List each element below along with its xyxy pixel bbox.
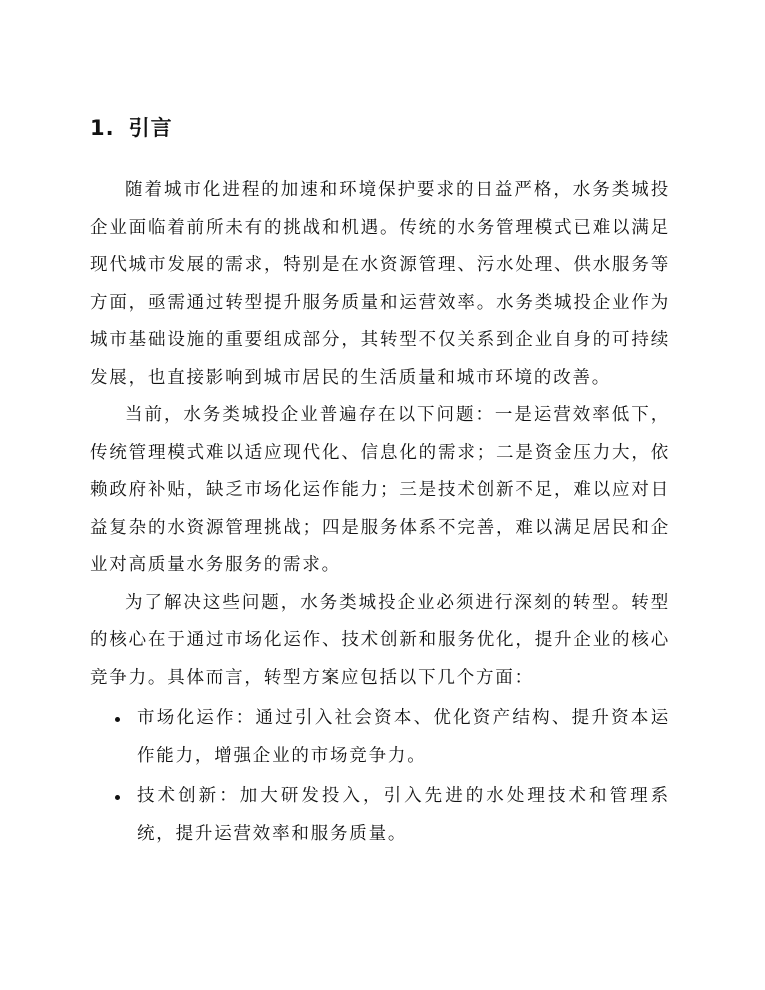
list-item [90, 778, 670, 853]
paragraph-problems: 当前，水务类城投企业普遍存在以下问题：一是运营效率低下，传统管理模式难以适应现代化、信息化的需求；二是资金压力大，依赖政府补贴，缺乏市场化运作能力；三是技术创新不足，难以应对日益复杂的水资源管理挑战；四是服务体系不完善，难以满足居民和企业对高质量水务服务的需求。 [90, 405, 670, 575]
paragraph-transformation: 为了解决这些问题，水务类城投企业必须进行深刻的转型。转型的核心在于通过市场化运作、技术创新和服务优化，提升企业的核心竞争力。具体而言，转型方案应包括以下几个方面： [90, 592, 670, 688]
body-text [90, 172, 670, 853]
list-item-text: 技术创新：加大研发投入，引入先进的水处理技术和管理系统，提升运营效率和服务质量。 [137, 786, 670, 844]
bullet-dot-icon [115, 717, 120, 722]
section-number: 1. [90, 116, 115, 140]
bullet-dot-icon [115, 795, 120, 800]
list-item [90, 700, 670, 775]
bullet-list [90, 700, 670, 853]
section-title: 引言 [128, 116, 173, 140]
paragraph-background: 随着城市化进程的加速和环境保护要求的日益严格，水务类城投企业面临着前所未有的挑战和机遇。传统的水务管理模式已难以满足现代城市发展的需求，特别是在水资源管理、污水处理、供水服务等方面，亟需通过转型提升服务质量和运营效率。水务类城投企业作为城市基础设施的重要组成部分，其转型不仅关系到企业自身的可持续发展，也直接影响到城市居民的生活质量和城市环境的改善。 [90, 180, 670, 388]
list-item-text: 市场化运作：通过引入社会资本、优化资产结构、提升资本运作能力，增强企业的市场竞争力。 [137, 708, 670, 766]
section-heading [90, 112, 173, 142]
